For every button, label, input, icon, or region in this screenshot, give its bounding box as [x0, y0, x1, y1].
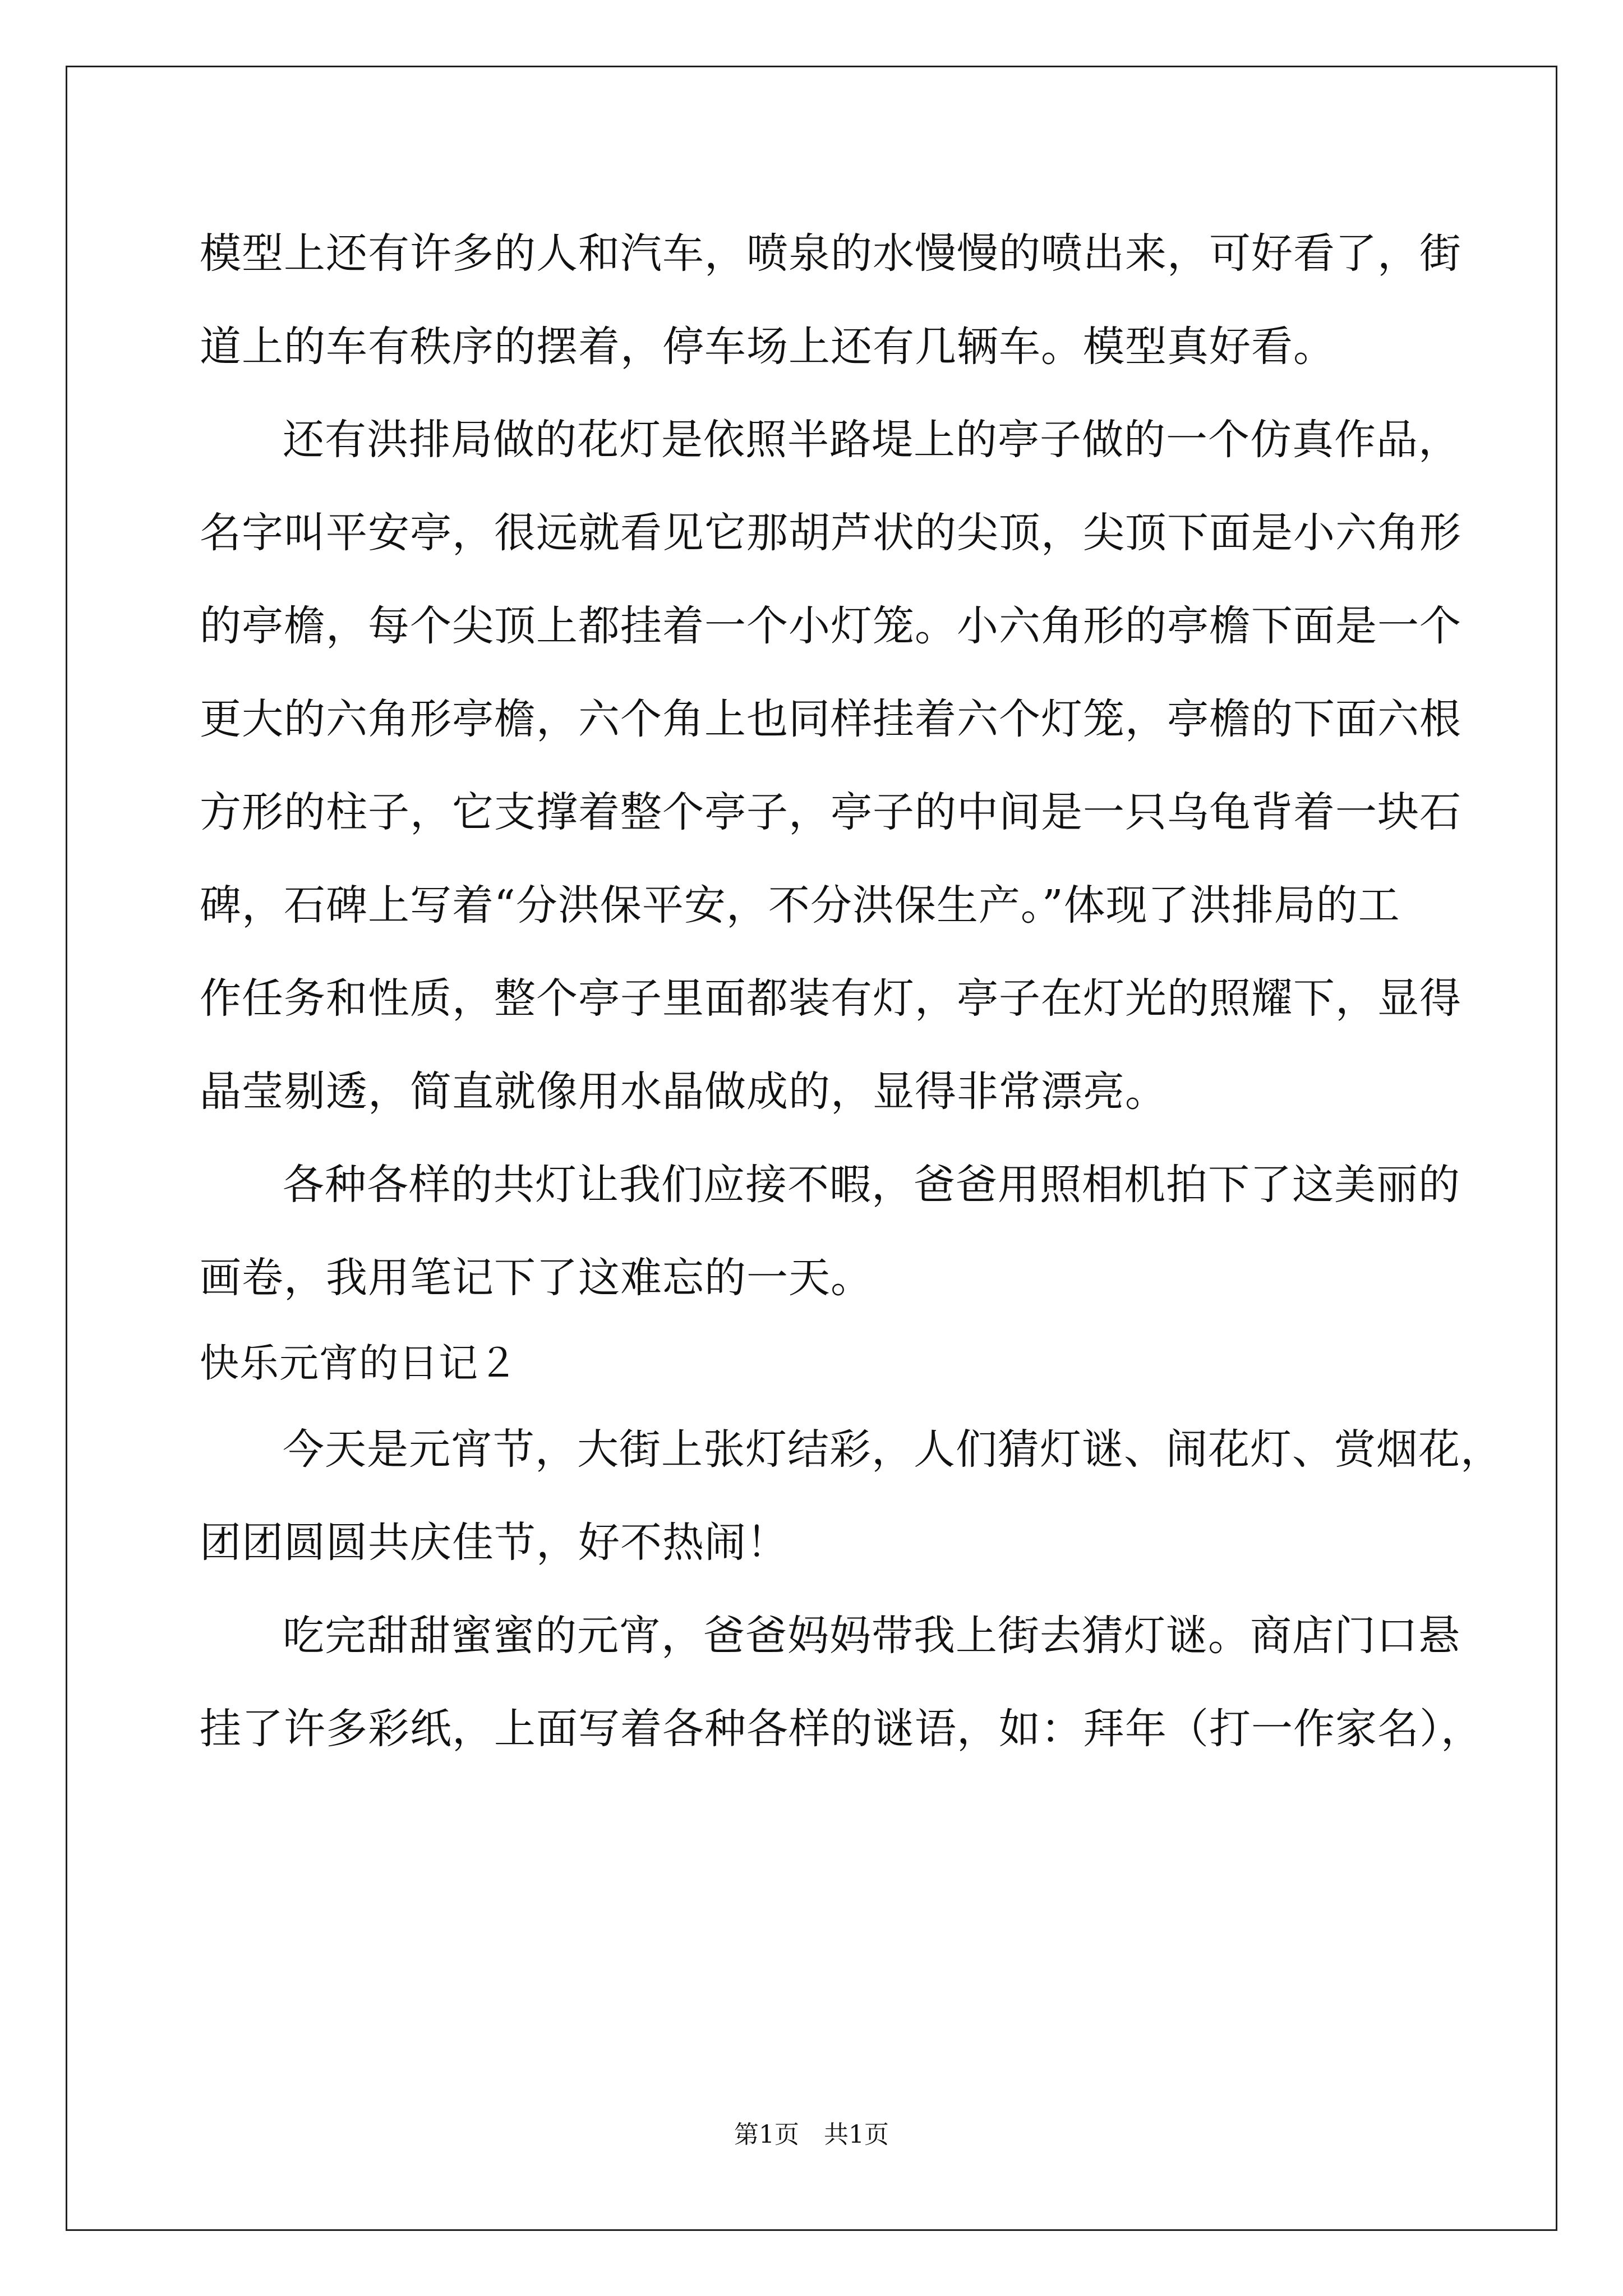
paragraph-line: 画卷，我用笔记下了这难忘的一天。	[200, 1254, 873, 1302]
paragraph-line: 团团圆圆共庆佳节，好不热闹！	[200, 1519, 789, 1567]
paragraph-line: 模型上还有许多的人和汽车，喷泉的水慢慢的喷出来，可好看了，街	[200, 229, 1461, 278]
page-footer: 第1页 共1页	[734, 2120, 889, 2149]
page-border	[66, 66, 1557, 2231]
paragraph-line: 晶莹剔透，简直就像用水晶做成的，显得非常漂亮。	[200, 1068, 1167, 1116]
paragraph-line: 碑，石碑上写着“分洪保平安，不分洪保生产。”体现了洪排局的工	[200, 881, 1400, 930]
paragraph-line: 挂了许多彩纸，上面写着各种各样的谜语，如：拜年（打一作家名），	[200, 1705, 1483, 1753]
paragraph-line: 方形的柱子，它支撑着整个亭子，亭子的中间是一只乌龟背着一块石	[200, 788, 1461, 836]
paragraph-first-line: 各种各样的共灯让我们应接不暇，爸爸用照相机拍下了这美丽的	[283, 1161, 1460, 1209]
paragraph-line: 作任务和性质，整个亭子里面都装有灯，亭子在灯光的照耀下，显得	[200, 974, 1461, 1023]
paragraph-first-line: 吃完甜甜蜜蜜的元宵，爸爸妈妈带我上街去猜灯谜。商店门口悬	[283, 1612, 1460, 1660]
paragraph-first-line: 今天是元宵节，大街上张灯结彩，人们猜灯谜、闹花灯、赏烟花，	[283, 1425, 1502, 1474]
paragraph-line: 名字叫平安亭，很远就看见它那胡芦状的尖顶，尖顶下面是小六角形	[200, 509, 1461, 557]
paragraph-line: 道上的车有秩序的摆着，停车场上还有几辆车。模型真好看。	[200, 323, 1335, 371]
paragraph-line: 更大的六角形亭檐，六个角上也同样挂着六个灯笼，亭檐的下面六根	[200, 695, 1461, 743]
section-heading: 快乐元宵的日记２	[200, 1340, 518, 1386]
paragraph-first-line: 还有洪排局做的花灯是依照半路堤上的亭子做的一个仿真作品，	[283, 416, 1460, 464]
paragraph-line: 的亭檐，每个尖顶上都挂着一个小灯笼。小六角形的亭檐下面是一个	[200, 602, 1461, 650]
